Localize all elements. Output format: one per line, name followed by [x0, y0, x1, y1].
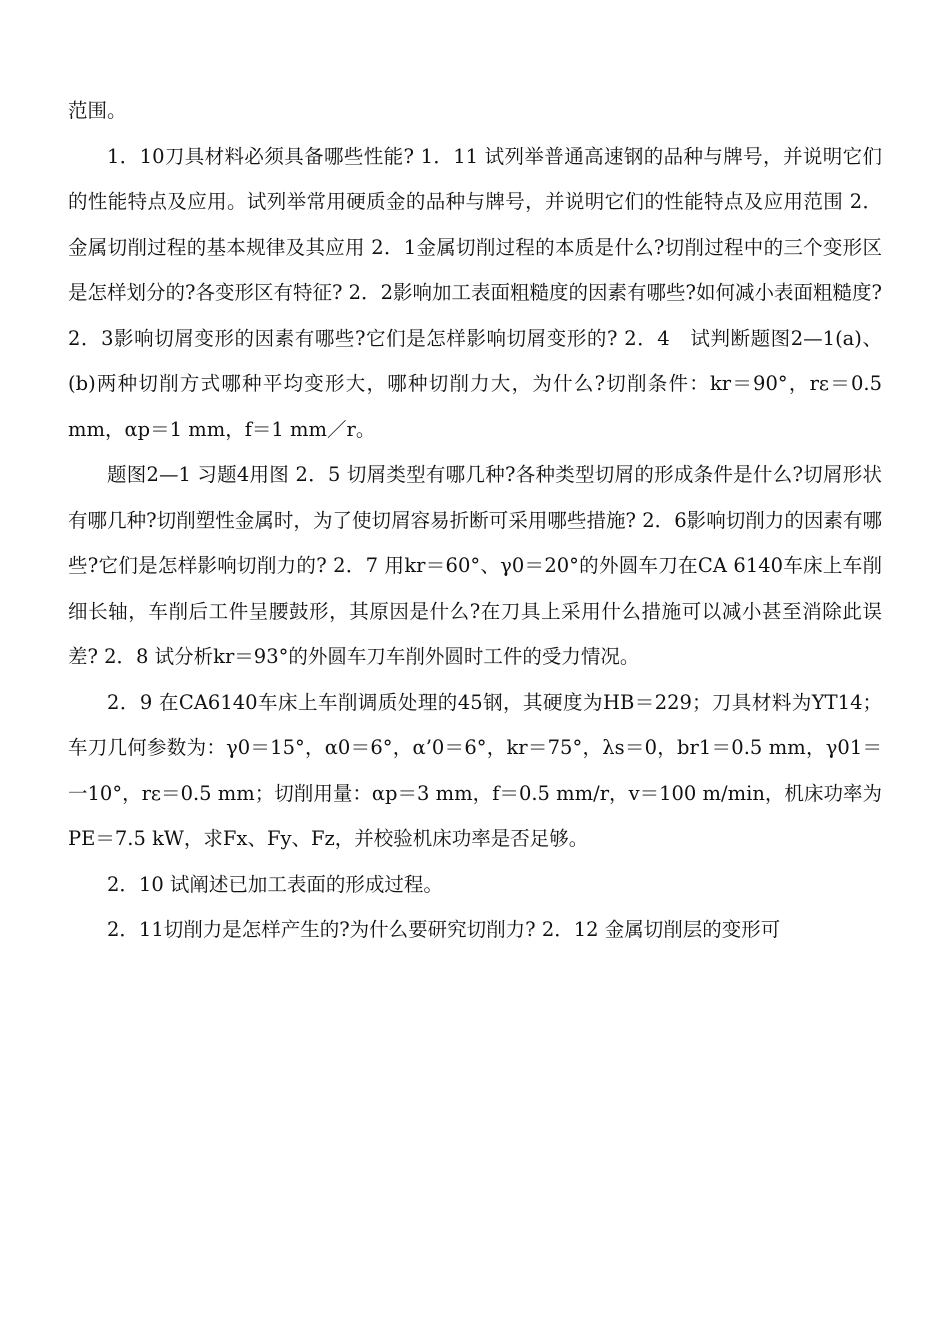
- paragraph-0: 范围。: [68, 99, 127, 122]
- paragraph-5: 2．11切削力是怎样产生的?为什么要研究切削力? 2．12 金属切削层的变形可: [107, 918, 781, 941]
- paragraph-2: 题图2—1 习题4用图 2．5 切屑类型有哪几种?各种类型切屑的形成条件是什么?切屑形状有哪几种?切削塑性金属时，为了使切屑容易折断可采用哪些措施? 2．6影响切削力的因素有哪些?它们是怎样影响切削力的? 2．7 用kr＝60°、γ0＝20°的外圆车刀在CA 6140车床上车削细长轴，车削后工件呈腰鼓形，其原因是什么?在刀具上采用什么措施可以减小甚至消除此误差? 2．8 试分析kr＝93°的外圆车刀车削外圆时工件的受力情况。: [68, 463, 882, 668]
- document-page: [68, 88, 882, 953]
- paragraph-1: 1．10刀具材料必须具备哪些性能? 1．11 试列举普通高速钢的品种与牌号，并说明它们的性能特点及应用。试列举常用硬质金的品种与牌号，并说明它们的性能特点及应用范围 2．金属切削过程的基本规律及其应用 2．1金属切削过程的本质是什么?切削过程中的三个变形区是怎样划分的?各变形区有特征? 2．2影响加工表面粗糙度的因素有哪些?如何减小表面粗糙度? 2．3影响切屑变形的因素有哪些?它们是怎样影响切屑变形的? 2．4 试判断题图2—1(a)、(b)两种切削方式哪种平均变形大，哪种切削力大，为什么?切削条件：kr＝90°，rε＝0.5 mm，αp＝1 mm，f＝1 mm／r。: [68, 144, 882, 441]
- paragraph-4: 2．10 试阐述已加工表面的形成过程。: [107, 872, 443, 896]
- paragraph-3: 2．9 在CA6140车床上车削调质处理的45钢，其硬度为HB＝229；刀具材料为YT14；车刀几何参数为：γ0＝15°，α0＝6°，α’0＝6°，kr＝75°，λs＝0，br1＝0.5 mm，γ01＝一10°，rε＝0.5 mm；切削用量：αp＝3 mm，f＝0.5 mm/r，v＝100 m/min，机床功率为PE＝7.5 kW，求Fx、Fy、Fz，并校验机床功率是否足够。: [68, 690, 882, 850]
